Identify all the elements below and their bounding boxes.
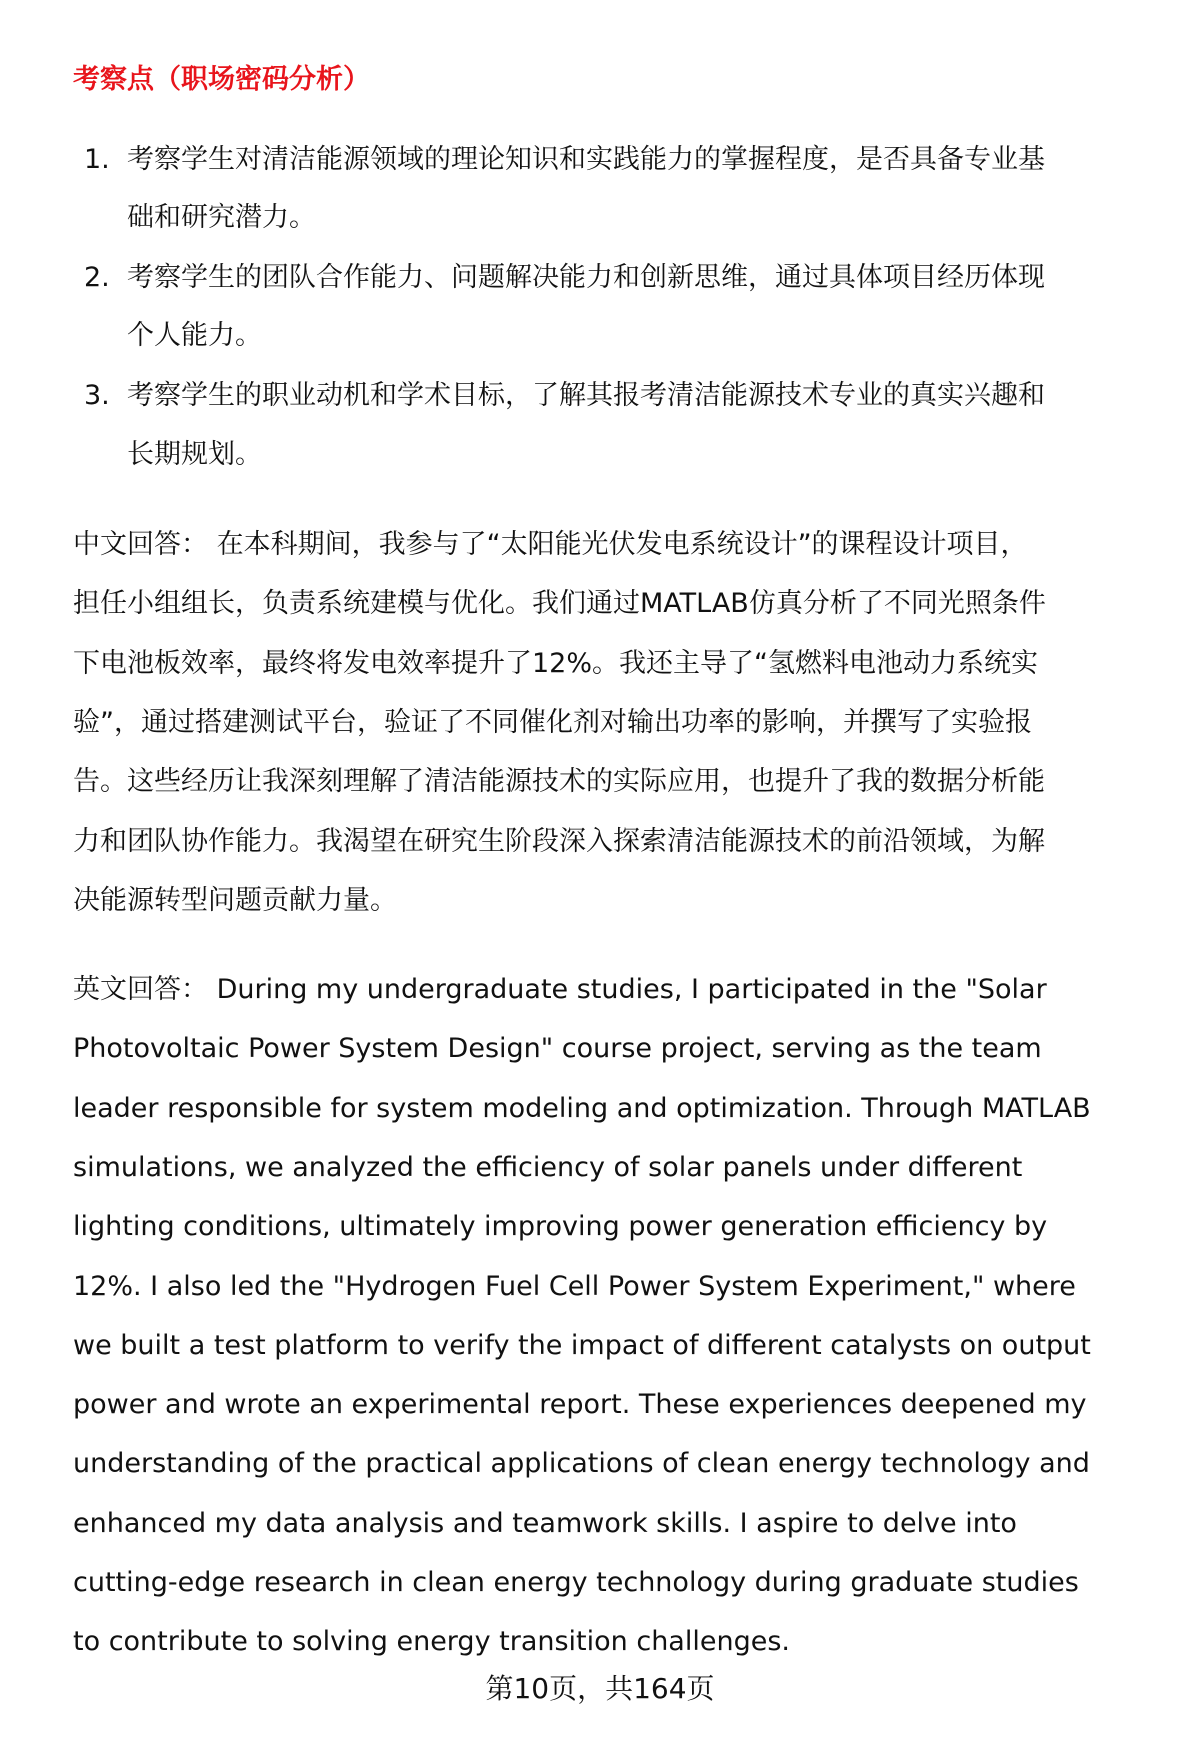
list-item-line: 考察学生的团队合作能力、问题解决能力和创新思维，通过具体项目经历体现 (127, 262, 1045, 293)
paragraph-line: 担任小组组长，负责系统建模与优化。我们通过MATLAB仿真分析了不同光照条件 (73, 588, 1046, 620)
paragraph-line: 验”，通过搭建测试平台，验证了不同催化剂对输出功率的影响，并撰写了实验报 (73, 706, 1032, 738)
paragraph-line: 下电池板效率，最终将发电效率提升了12%。我还主导了“氢燃料电池动力系统实 (73, 647, 1038, 679)
list-item-line: 个人能力。 (127, 320, 262, 351)
paragraph-line: 决能源转型问题贡献力量。 (73, 884, 397, 916)
paragraph-line: 中文回答： 在本科期间，我参与了“太阳能光伏发电系统设计”的课程设计项目， (73, 529, 1028, 560)
paragraph-line: cutting-edge research in clean energy technology during graduate studies (73, 1567, 1079, 1598)
list-item-line: 考察学生的职业动机和学术目标，了解其报考清洁能源技术专业的真实兴趣和 (127, 380, 1045, 411)
paragraph-line: simulations, we analyzed the efficiency of solar panels under different (73, 1151, 1023, 1183)
list-item-line: 长期规划。 (127, 439, 262, 470)
paragraph-line: 英文回答： During my undergraduate studies, I participated in the "Solar (73, 974, 1047, 1005)
paragraph-line: 力和团队协作能力。我渴望在研究生阶段深入探索清洁能源技术的前沿领域，为解 (73, 825, 1045, 857)
paragraph-line: leader responsible for system modeling and optimization. Through MATLAB (73, 1092, 1091, 1124)
paragraph-line: to contribute to solving energy transition challenges. (73, 1626, 790, 1658)
list-number: 1. (84, 144, 110, 175)
paragraph-line: understanding of the practical applications of clean energy technology and (73, 1448, 1090, 1480)
list-item-line: 考察学生对清洁能源领域的理论知识和实践能力的掌握程度，是否具备专业基 (127, 144, 1045, 175)
paragraph-line: we built a test platform to verify the impact of different catalysts on output (73, 1329, 1091, 1361)
list-number: 3. (84, 380, 110, 411)
paragraph-line: power and wrote an experimental report. These experiences deepened my (73, 1389, 1087, 1421)
page-number: 第10页，共164页 (485, 1672, 715, 1705)
paragraph-line: 告。这些经历让我深刻理解了清洁能源技术的实际应用，也提升了我的数据分析能 (73, 766, 1045, 798)
paragraph-line: 12%. I also led the "Hydrogen Fuel Cell Power System Experiment," where (73, 1270, 1076, 1302)
section-heading: 考察点（职场密码分析） (73, 64, 370, 95)
list-item-line: 础和研究潜力。 (127, 202, 316, 233)
paragraph-line: Photovoltaic Power System Design" course project, serving as the team (73, 1033, 1042, 1065)
list-number: 2. (84, 262, 110, 293)
paragraph-line: enhanced my data analysis and teamwork skills. I aspire to delve into (73, 1507, 1017, 1539)
paragraph-line: lighting conditions, ultimately improving power generation efficiency by (73, 1211, 1048, 1243)
